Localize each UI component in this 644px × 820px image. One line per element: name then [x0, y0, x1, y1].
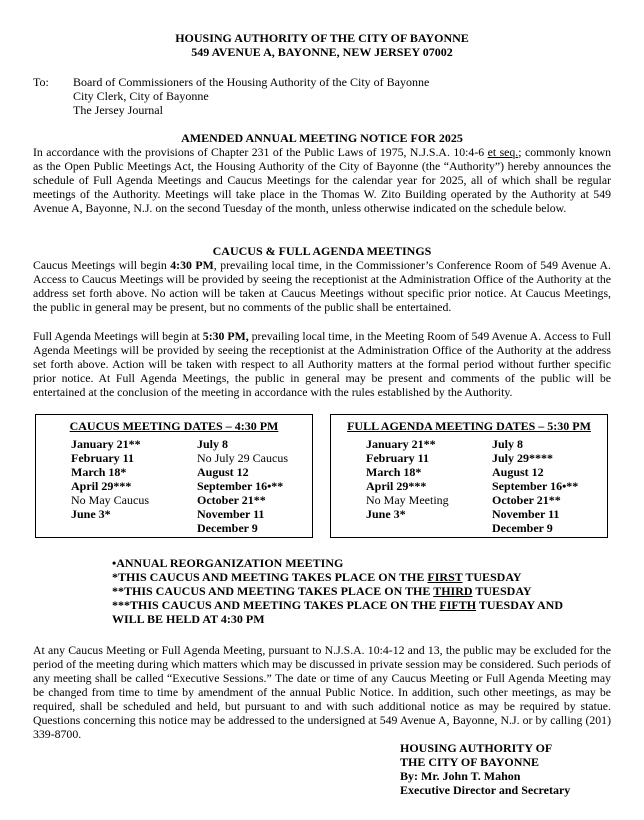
date-item: July 8 [197, 437, 229, 451]
date-item: June 3* [71, 507, 111, 521]
date-item: December 9 [492, 521, 553, 535]
date-item: July 8 [492, 437, 524, 451]
notice-title: AMENDED ANNUAL MEETING NOTICE FOR 2025 [181, 131, 463, 145]
date-item: October 21** [492, 493, 561, 507]
full-agenda-time: 5:30 PM, [202, 329, 249, 343]
date-item: February 11 [366, 451, 429, 465]
date-item: No May Meeting [366, 493, 449, 507]
caucus-text: Caucus Meetings will begin [33, 258, 171, 272]
header-line-2: 549 AVENUE A, BAYONNE, NEW JERSEY 07002 [191, 45, 453, 59]
notice-text-cont: ; commonly known as the Open Public Meetings Act, the Housing Authority of the City of Bayonne (the “Authority”) hereby announces the schedule of Full Agenda Meetings and Caucus Meetings for the calendar year for 2025, all of which shall be regular meetings of the Authority. Meetings will take place in the Thomas W. Zito Building operated by the Authority at 549 Avenue A, Bayonne, N.J. on the second Tuesday of the month, unless otherwise indicated on the schedule below. [33, 145, 612, 215]
date-item: February 11 [71, 451, 134, 465]
full-agenda-text: Full Agenda Meetings will begin at [33, 329, 203, 343]
caucus-dates-box [35, 414, 313, 538]
footnote-first-tuesday: *THIS CAUCUS AND MEETING TAKES PLACE ON THE FIRST TUESDAY [112, 570, 522, 584]
full-agenda-dates-title: FULL AGENDA MEETING DATES – 5:30 PM [347, 419, 591, 433]
footnotes-block [112, 556, 563, 626]
caucus-time: 4:30 PM [170, 258, 214, 272]
notice-text: In accordance with the provisions of Chapter 231 of the Public Laws of 1975, N.J.S.A. 10:4-6 [33, 145, 488, 159]
footnote-third-tuesday: **THIS CAUCUS AND MEETING TAKES PLACE ON THE THIRD TUESDAY [112, 584, 532, 598]
caucus-dates-col-1 [71, 437, 149, 521]
date-item: January 21** [366, 437, 436, 451]
date-item: August 12 [197, 465, 249, 479]
footnote-reorganization: •ANNUAL REORGANIZATION MEETING [112, 556, 344, 570]
full-agenda-dates-col-2 [492, 437, 578, 535]
date-item: September 16•** [492, 479, 579, 493]
caucus-section-title: CAUCUS & FULL AGENDA MEETINGS [212, 244, 432, 258]
date-item: March 18* [366, 465, 422, 479]
signature-line: HOUSING AUTHORITY OF [400, 741, 553, 755]
signature-line: THE CITY OF BAYONNE [400, 755, 540, 769]
full-agenda-dates-box [330, 414, 608, 538]
to-label: To: [33, 75, 49, 89]
header-line-1: HOUSING AUTHORITY OF THE CITY OF BAYONNE [175, 31, 469, 45]
recipient-line: Board of Commissioners of the Housing Authority of the City of Bayonne [73, 75, 430, 89]
date-item: July 29**** [492, 451, 554, 465]
signature-block [400, 741, 570, 797]
signature-line: By: Mr. John T. Mahon [400, 769, 521, 783]
closing-paragraph: At any Caucus Meeting or Full Agenda Meeting, pursuant to N.J.S.A. 10:4-12 and 13, the public may be excluded for the period of the meeting during which matters which may be discussed in private session may be considered. Such periods of any meeting shall be called “Executive Sessions.” The date or time of any Caucus Meeting or Full Agenda Meeting may be changed from time to time by amendment of the annual Public Notice. In addition, such other meetings, as may be required, shall be scheduled and held, but pursuant to and with such additional notice as may be required by statue. Questions concerning this notice may be addressed to the undersigned at 549 Avenue A, Bayonne, N.J. or by calling (201) 339-8700. [33, 643, 611, 741]
date-item: August 12 [492, 465, 544, 479]
date-item: November 11 [492, 507, 560, 521]
date-item: No May Caucus [71, 493, 149, 507]
date-item: April 29*** [366, 479, 427, 493]
date-item: March 18* [71, 465, 127, 479]
full-agenda-dates-col-1 [366, 437, 449, 521]
date-item: September 16•** [197, 479, 284, 493]
date-item: December 9 [197, 521, 258, 535]
recipient-line: City Clerk, City of Bayonne [73, 89, 209, 103]
full-agenda-paragraph [33, 329, 611, 399]
caucus-dates-col-2 [197, 437, 288, 535]
caucus-text-cont: , prevailing local time, in the Commissioner’s Conference Room of 549 Avenue A. Access to Caucus Meetings will be provided by seeing the receptionist at the Administration Office of the Authority at the address set forth above. No action will be taken at Caucus Meetings without specific prior notice. At Caucus Meetings, the public in general may be present, but no comments of the public shall be entertained. [33, 258, 611, 314]
caucus-paragraph [33, 258, 611, 314]
date-item: April 29*** [71, 479, 132, 493]
notice-paragraph [33, 145, 611, 215]
recipient-line: The Jersey Journal [73, 103, 163, 117]
date-item: November 11 [197, 507, 265, 521]
date-item: June 3* [366, 507, 406, 521]
footnote-fifth-tuesday-cont: WILL BE HELD AT 4:30 PM [112, 612, 265, 626]
date-item: January 21** [71, 437, 141, 451]
et-seq-text: et seq. [487, 145, 519, 159]
date-item: No July 29 Caucus [197, 451, 288, 465]
full-agenda-text-cont: prevailing local time, in the Meeting Room of 549 Avenue A. Access to Full Agenda Meetings will be provided by seeing the receptionist at the Administration Office of the Authority at the address set forth above. Action will be taken with respect to all Authority matters at the formal period without further specific prior notice. At Full Agenda Meetings, the public in general may be present and comments of the public will be entertained at the conclusion of the meeting in accordance with the rules established by the Authority. [33, 329, 611, 399]
date-item: October 21** [197, 493, 266, 507]
footnote-fifth-tuesday: ***THIS CAUCUS AND MEETING TAKES PLACE ON THE FIFTH TUESDAY AND [112, 598, 563, 612]
signature-line: Executive Director and Secretary [400, 783, 571, 797]
caucus-dates-title: CAUCUS MEETING DATES – 4:30 PM [69, 419, 279, 433]
